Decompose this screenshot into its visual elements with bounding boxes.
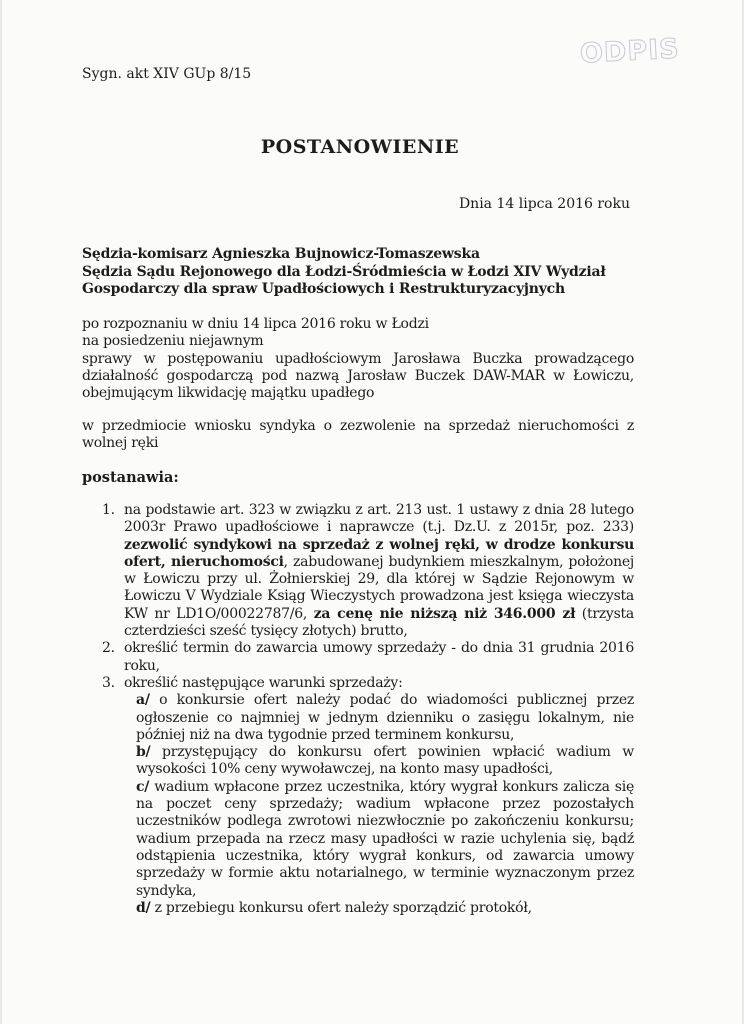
case-signature: Sygn. akt XIV GUp 8/15 <box>82 66 252 82</box>
document-date: Dnia 14 lipca 2016 roku <box>458 196 630 212</box>
condition-c <box>136 779 634 900</box>
item-bold-text: zezwolić syndykowi na sprzedaż z wolnej ręki, w drodze konkursu ofert, nieruchomości <box>124 536 634 570</box>
judge-block <box>82 246 634 299</box>
decision-item-2 <box>102 640 634 675</box>
court-name: Sędzia Sądu Rejonowego dla Łodzi-Śródmieścia w Łodzi XIV Wydział Gospodarczy dla spraw Upadłościowych i Restrukturyzacyjnych <box>82 263 606 297</box>
item-number: 2. <box>102 640 115 657</box>
condition-text: o konkursie ofert należy podać do wiadomości publicznej przez ogłoszenie co najmniej w jednym dzienniku o zasięgu lokalnym, nie później niż na dwa tygodnie przed terminem konkursu, <box>136 692 634 743</box>
document-page <box>2 0 742 1024</box>
decision-list <box>102 502 634 917</box>
condition-letter: b/ <box>136 744 151 761</box>
decision-item-3 <box>102 674 634 917</box>
judge-name: Sędzia-komisarz Agnieszka Bujnowicz-Tomaszewska <box>82 246 480 262</box>
odpis-stamp: ODPIS <box>579 33 681 70</box>
condition-text: wadium wpłacone przez uczestnika, który wygrał konkurs zalicza się na poczet ceny sprzedaży; wadium wpłacone przez pozostałych uczestników podlega zwrotowi niezwłocznie po zakończeniu konkursu; wadium przepada na rzecz masy upadłości w razie uchylenia się, bądź odstąpienia uczestnika, który wygrał konkurs, od zawarcia umowy sprzedaży w formie aktu notarialnego, w terminie wyznaczonym przez syndyka, <box>136 778 634 899</box>
decision-item-1 <box>102 502 634 640</box>
item-text: określić następujące warunki sprzedaży: <box>124 674 403 691</box>
subject-paragraph: w przedmiocie wniosku syndyka o zezwolenie na sprzedaż nieruchomości z wolnej ręki <box>82 418 634 452</box>
document-title: POSTANOWIENIE <box>260 136 460 158</box>
item-text: (trzysta czterdzieści sześć tysięcy złotych) brutto, <box>124 605 634 640</box>
intro-line-2: na posiedzeniu niejawnym <box>82 333 264 350</box>
condition-letter: c/ <box>136 778 150 795</box>
item-number: 3. <box>102 674 115 691</box>
decision-heading: postanawia: <box>82 469 179 486</box>
condition-d <box>136 900 634 917</box>
item-text: , zabudowanej budynkiem mieszkalnym, położonej w Łowiczu przy ul. Żołnierskiej 29, dla której w Sądzie Rejonowym w Łowiczu V Wydziale Ksiąg Wieczystych prowadzona jest księga wieczysta KW nr LD1O/00022787/6, <box>124 553 634 622</box>
intro-line-1: po rozpoznaniu w dniu 14 lipca 2016 roku w Łodzi <box>82 316 429 332</box>
condition-text: przystępujący do konkursu ofert powinien wpłacić wadium w wysokości 10% ceny wywoławczej, na konto masy upadłości, <box>136 744 634 778</box>
condition-a <box>136 692 634 744</box>
intro-paragraph <box>82 316 634 402</box>
item-number: 1. <box>102 502 115 518</box>
condition-letter: a/ <box>136 692 150 709</box>
intro-line-3: sprawy w postępowaniu upadłościowym Jarosława Buczka prowadzącego działalność gospodarczą pod nazwą Jarosław Buczek DAW-MAR w Łowiczu, obejmującym likwidację majątku upadłego <box>82 350 634 402</box>
condition-letter: d/ <box>136 899 151 916</box>
item-bold-text: za cenę nie niższą niż 346.000 zł <box>313 605 576 622</box>
condition-text: z przebiegu konkursu ofert należy sporządzić protokół, <box>150 899 532 916</box>
item-text: na podstawie art. 323 w związku z art. 213 ust. 1 ustawy z dnia 28 lutego 2003r Prawo upadłościowe i naprawcze (t.j. Dz.U. z 2015r, poz. 233) <box>124 502 634 536</box>
conditions-list <box>136 692 634 917</box>
condition-b <box>136 744 634 779</box>
item-text: określić termin do zawarcia umowy sprzedaży - do dnia 31 grudnia 2016 roku, <box>124 640 634 674</box>
